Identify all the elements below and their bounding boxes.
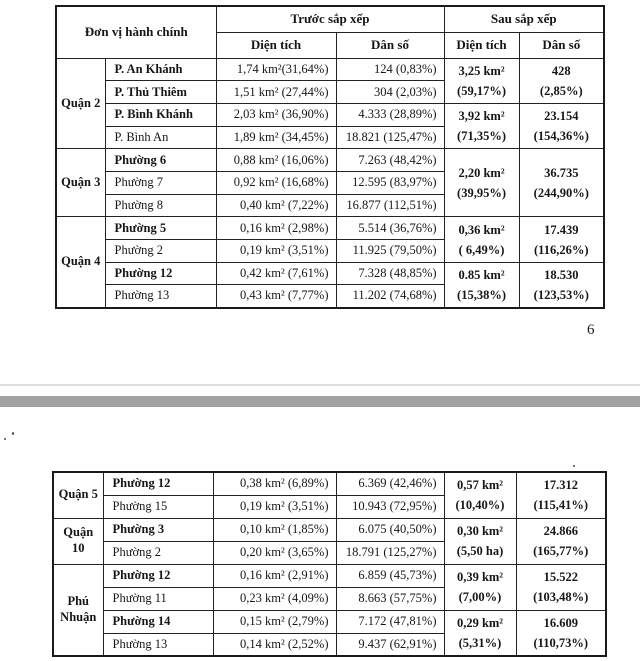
population-before-cell: 12.595 (83,97%) — [336, 171, 444, 194]
population-after-cell — [516, 472, 606, 518]
area-after-cell — [444, 518, 516, 564]
percent-line: (103,48%) — [533, 590, 589, 604]
population-before-cell: 18.791 (125,27%) — [336, 541, 444, 564]
area-before-cell: 1,74 km²(31,64%) — [216, 58, 336, 81]
population-after-cell — [516, 518, 606, 564]
value-line: 3,25 km² — [458, 63, 505, 78]
table-row — [56, 217, 604, 240]
percent-line: (115,41%) — [533, 498, 588, 513]
area-before-cell: 0,14 km² (2,52%) — [213, 633, 336, 656]
area-after-cell — [444, 262, 519, 307]
percent-line: (59,17%) — [457, 83, 506, 98]
area-before-cell: 0,23 km² (4,09%) — [213, 587, 336, 610]
population-before-cell: 6.859 (45,73%) — [336, 564, 444, 587]
ward-cell: Phường 11 — [103, 587, 213, 610]
table-row — [56, 149, 604, 172]
value-line: 3,92 km² — [458, 109, 505, 124]
district-cell: Quận 5 — [53, 472, 103, 518]
value-line: 17.439 — [544, 222, 579, 237]
area-before-cell: 0,88 km² (16,06%) — [216, 149, 336, 172]
value-line: 16.609 — [543, 615, 578, 630]
value-line: 15.522 — [543, 570, 578, 584]
population-before-cell: 9.437 (62,91%) — [336, 633, 444, 656]
value-line: 0.85 km² — [458, 267, 505, 282]
percent-line: (244,90%) — [533, 185, 589, 200]
ward-cell: Phường 7 — [105, 171, 216, 194]
table-row — [56, 58, 604, 81]
ward-cell: P. Bình Khánh — [105, 103, 216, 126]
population-before-cell: 6.369 (42,46%) — [336, 472, 444, 495]
population-before-cell: 16.877 (112,51%) — [336, 194, 444, 217]
area-before-cell: 0,92 km² (16,68%) — [216, 171, 336, 194]
percent-line: (39,95%) — [457, 185, 506, 200]
percent-line: (5,50 ha) — [456, 544, 504, 558]
area-before-cell: 0,10 km² (1,85%) — [213, 518, 336, 541]
admin-units-table-page2 — [52, 471, 607, 657]
value-line: 428 — [551, 63, 571, 78]
area-before-cell: 0,19 km² (3,51%) — [216, 240, 336, 263]
value-line: 17.312 — [543, 478, 578, 493]
value-line: 18.530 — [544, 267, 579, 282]
header-area-before: Diện tích — [216, 32, 336, 58]
area-after-cell — [444, 610, 516, 656]
value-line: 24.866 — [543, 524, 578, 538]
area-before-cell: 1,89 km² (34,45%) — [216, 126, 336, 149]
population-before-cell: 11.202 (74,68%) — [336, 285, 444, 308]
value-line: 0,39 km² — [456, 570, 504, 584]
page-number: 6 — [587, 322, 595, 338]
ward-cell: Phường 3 — [103, 518, 213, 541]
area-after-cell — [444, 217, 519, 262]
population-after-cell — [516, 610, 606, 656]
value-line: 2,20 km² — [458, 165, 505, 180]
header-admin-unit: Đơn vị hành chính — [56, 6, 216, 58]
ward-cell: Phường 13 — [105, 285, 216, 308]
area-before-cell: 2,03 km² (36,90%) — [216, 103, 336, 126]
percent-line: (2,85%) — [539, 83, 583, 98]
population-before-cell: 124 (0,83%) — [336, 58, 444, 81]
value-line: 0,36 km² — [458, 222, 505, 237]
ward-cell: Phường 8 — [105, 194, 216, 217]
population-after-cell — [519, 217, 604, 262]
district-cell: Quận 2 — [56, 58, 105, 149]
area-before-cell: 0,38 km² (6,89%) — [213, 472, 336, 495]
population-before-cell: 7.328 (48,85%) — [336, 262, 444, 285]
ward-cell: P. An Khánh — [105, 58, 216, 81]
header-population-after: Dân số — [519, 32, 604, 58]
population-before-cell: 10.943 (72,95%) — [336, 495, 444, 518]
ward-cell: Phường 12 — [105, 262, 216, 285]
value-line: 23.154 — [544, 109, 579, 124]
population-before-cell: 7.263 (48,42%) — [336, 149, 444, 172]
area-after-cell — [444, 58, 519, 103]
table-row — [56, 262, 604, 285]
percent-line: (116,26%) — [534, 242, 589, 257]
population-after-cell — [519, 58, 604, 103]
population-before-cell: 18.821 (125,47%) — [336, 126, 444, 149]
population-before-cell: 304 (2,03%) — [336, 81, 444, 104]
area-after-cell — [444, 149, 519, 217]
area-before-cell: 1,51 km² (27,44%) — [216, 81, 336, 104]
population-after-cell — [519, 103, 604, 148]
scan-speck — [12, 432, 14, 435]
ward-cell: P. Bình An — [105, 126, 216, 149]
area-after-cell — [444, 103, 519, 148]
value-line: 0,30 km² — [456, 524, 504, 538]
header-before: Trước sắp xếp — [216, 6, 444, 32]
ward-cell: Phường 6 — [105, 149, 216, 172]
ward-cell: Phường 2 — [103, 541, 213, 564]
table-row — [53, 610, 606, 633]
population-before-cell: 8.663 (57,75%) — [336, 587, 444, 610]
table-row — [53, 518, 606, 541]
district-cell: Quận 10 — [53, 518, 103, 564]
population-after-cell — [519, 149, 604, 217]
ward-cell: Phường 15 — [103, 495, 213, 518]
population-before-cell: 6.075 (40,50%) — [336, 518, 444, 541]
district-cell: Quận 4 — [56, 217, 105, 308]
percent-line: (10,40%) — [455, 498, 505, 513]
population-after-cell — [516, 564, 606, 610]
ward-cell: Phường 5 — [105, 217, 216, 240]
area-before-cell: 0,40 km² (7,22%) — [216, 194, 336, 217]
ward-cell: Phường 14 — [103, 610, 213, 633]
percent-line: (110,73%) — [533, 635, 588, 650]
area-before-cell: 0,20 km² (3,65%) — [213, 541, 336, 564]
header-after: Sau sắp xếp — [444, 6, 604, 32]
population-after-cell — [519, 262, 604, 307]
ward-cell: Phường 13 — [103, 633, 213, 656]
district-cell: Quận 3 — [56, 149, 105, 217]
area-before-cell: 0,15 km² (2,79%) — [213, 610, 336, 633]
population-before-cell: 5.514 (36,76%) — [336, 217, 444, 240]
area-before-cell: 0,16 km² (2,98%) — [216, 217, 336, 240]
area-before-cell: 0,42 km² (7,61%) — [216, 262, 336, 285]
area-before-cell: 0,16 km² (2,91%) — [213, 564, 336, 587]
percent-line: ( 6,49%) — [458, 242, 505, 257]
percent-line: (123,53%) — [533, 287, 589, 302]
percent-line: (15,38%) — [457, 287, 506, 302]
admin-units-table-page1 — [55, 5, 605, 309]
area-before-cell: 0,19 km² (3,51%) — [213, 495, 336, 518]
ward-cell: Phường 12 — [103, 564, 213, 587]
header-area-after: Diện tích — [444, 32, 519, 58]
table-row — [56, 103, 604, 126]
area-before-cell: 0,43 km² (7,77%) — [216, 285, 336, 308]
percent-line: (71,35%) — [457, 129, 506, 144]
population-before-cell: 7.172 (47,81%) — [336, 610, 444, 633]
scan-speck — [573, 465, 575, 467]
area-after-cell — [444, 564, 516, 610]
area-after-cell — [444, 472, 516, 518]
ward-cell: Phường 2 — [105, 240, 216, 263]
header-population-before: Dân số — [336, 32, 444, 58]
ward-cell: P. Thủ Thiêm — [105, 81, 216, 104]
value-line: 36.735 — [544, 165, 579, 180]
page-edge-shadow — [0, 384, 640, 386]
district-cell: Phú Nhuận — [53, 564, 103, 656]
ward-cell: Phường 12 — [103, 472, 213, 495]
table-row — [53, 564, 606, 587]
population-before-cell: 11.925 (79,50%) — [336, 240, 444, 263]
percent-line: (165,77%) — [533, 544, 589, 558]
percent-line: (154,36%) — [533, 129, 589, 144]
population-before-cell: 4.333 (28,89%) — [336, 103, 444, 126]
percent-line: (5,31%) — [458, 635, 502, 650]
value-line: 0,29 km² — [456, 615, 504, 630]
scan-speck — [4, 438, 6, 440]
value-line: 0,57 km² — [456, 478, 504, 493]
page-separator-bar — [0, 396, 640, 407]
percent-line: (7,00%) — [458, 590, 502, 604]
table-row — [53, 472, 606, 495]
